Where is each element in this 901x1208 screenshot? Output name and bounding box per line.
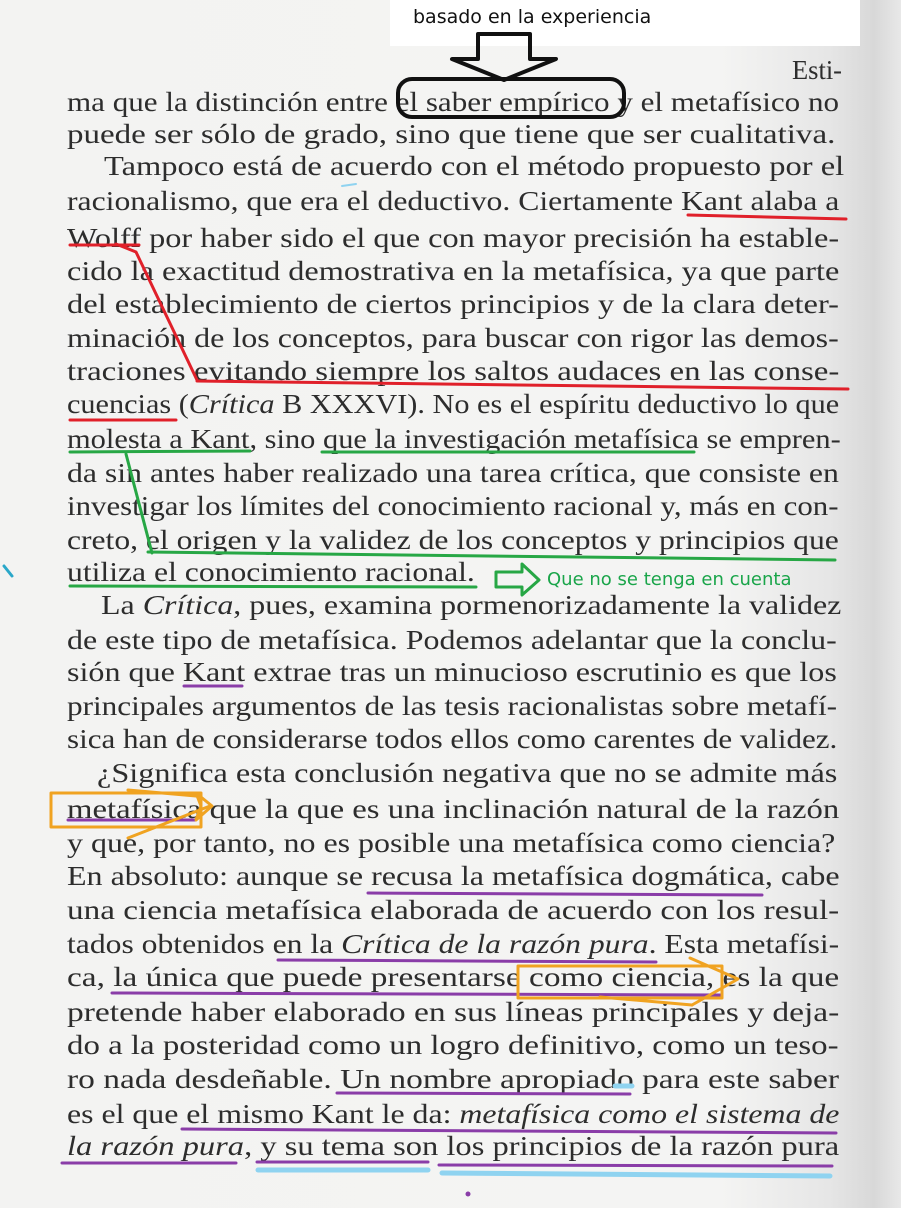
- text-line: [67, 388, 839, 420]
- text-line: [67, 490, 839, 522]
- text-line: [67, 961, 839, 993]
- text-segment: cuencias (: [67, 389, 189, 419]
- text-segment: Tampoco está de acuerdo con el método propuesto por el: [104, 151, 845, 181]
- text-segment: ca, la única que puede presentarse como ciencia, es la que: [67, 962, 840, 992]
- text-segment: molesta a Kant, sino que la investigación metafísica se empren-: [67, 424, 841, 454]
- text-segment: minación de los conceptos, para buscar con rigor las demos-: [67, 323, 839, 353]
- text-segment: Crítica de la razón pura: [341, 929, 649, 959]
- text-segment: es el que el mismo Kant le da:: [67, 1099, 460, 1129]
- text-line: [101, 589, 841, 621]
- text-line: [67, 860, 840, 892]
- text-line: [67, 255, 839, 287]
- text-segment: . Esta metafísi-: [648, 929, 840, 959]
- text-segment: Wolff por haber sido el que con mayor precisión ha estable-: [67, 223, 840, 253]
- text-line: [67, 457, 839, 489]
- text-line: [67, 928, 839, 960]
- text-segment: Crítica: [142, 590, 234, 620]
- text-line: [792, 54, 842, 86]
- text-segment: investigar los límites del conocimiento racional y, más en con-: [67, 491, 839, 521]
- text-line: [67, 222, 839, 254]
- text-line: [67, 624, 837, 656]
- text-line: [67, 556, 475, 588]
- text-segment: , y su tema son los principios de la razón pura: [244, 1131, 840, 1161]
- text-line: [67, 355, 839, 387]
- text-segment: puede ser sólo de grado, sino que tiene que ser cualitativa.: [67, 119, 836, 149]
- text-segment: principales argumentos de las tesis racionalistas sobre metafí-: [67, 691, 838, 721]
- text-segment: La: [101, 590, 143, 620]
- text-line: [67, 723, 837, 755]
- text-segment: En absoluto: aunque se recusa la metafísica dogmática, cabe: [67, 861, 840, 891]
- text-segment: ¿Significa esta conclusión negativa que no se admite más: [97, 758, 838, 788]
- text-segment: sión que Kant extrae tras un minucioso escrutinio es que los: [67, 657, 837, 687]
- text-segment: , pues, examina pormenorizadamente la validez: [233, 590, 842, 620]
- text-segment: y que, por tanto, no es posible una metafísica como ciencia?: [67, 828, 836, 858]
- text-line: [67, 118, 835, 150]
- text-segment: de este tipo de metafísica. Podemos adelantar que la conclu-: [67, 625, 837, 655]
- text-segment: la razón pura: [67, 1131, 245, 1161]
- text-line: [67, 894, 839, 926]
- text-line: [97, 757, 837, 789]
- text-line: [67, 996, 839, 1028]
- text-line: [67, 1063, 839, 1095]
- text-segment: ma que la distinción entre el saber empírico y el metafísico no: [67, 87, 840, 117]
- text-line: [67, 322, 839, 354]
- text-segment: racionalismo, que era el deductivo. Ciertamente Kant alaba a: [67, 186, 840, 216]
- text-segment: B XXXVI). No es el espíritu deductivo lo que: [274, 389, 840, 419]
- text-line: [67, 185, 839, 217]
- text-segment: metafísica que la que es una inclinación natural de la razón: [67, 794, 840, 824]
- text-segment: cido la exactitud demostrativa en la metafísica, ya que parte: [67, 256, 840, 286]
- text-line: [67, 827, 835, 859]
- text-line: [67, 288, 839, 320]
- text-segment: Esti-: [792, 55, 842, 85]
- text-line: [67, 1130, 839, 1162]
- text-segment: del establecimiento de ciertos principios y de la clara deter-: [67, 289, 839, 319]
- text-segment: Crítica: [188, 389, 275, 419]
- text-line: [67, 656, 837, 688]
- text-segment: metafísica como el sistema de: [459, 1099, 840, 1129]
- text-segment: creto, el origen y la validez de los conceptos y principios que: [67, 525, 839, 555]
- text-line: [67, 793, 839, 825]
- text-segment: sica han de considerarse todos ellos como carentes de validez.: [67, 724, 838, 754]
- green-annotation-note: Que no se tenga en cuenta: [547, 569, 792, 590]
- text-segment: da sin antes haber realizado una tarea crítica, que consiste en: [67, 458, 839, 488]
- top-annotation-note: basado en la experiencia: [413, 6, 652, 28]
- text-segment: una ciencia metafísica elaborada de acuerdo con los resul-: [67, 895, 840, 925]
- text-line: [67, 423, 841, 455]
- text-line: [67, 86, 839, 118]
- text-line: [67, 690, 837, 722]
- text-segment: pretende haber elaborado en sus líneas principales y deja-: [67, 997, 840, 1027]
- text-segment: traciones evitando siempre los saltos audaces en las conse-: [67, 356, 840, 386]
- text-segment: ro nada desdeñable. Un nombre apropiado para este saber: [67, 1064, 839, 1094]
- text-segment: do a la posteridad como un logro definitivo, como un teso-: [67, 1030, 839, 1060]
- text-line: [67, 1029, 839, 1061]
- text-line: [67, 524, 839, 556]
- text-segment: utiliza el conocimiento racional.: [67, 557, 475, 587]
- text-segment: tados obtenidos en la: [67, 929, 342, 959]
- text-line: [67, 1098, 839, 1130]
- text-line: [104, 150, 844, 182]
